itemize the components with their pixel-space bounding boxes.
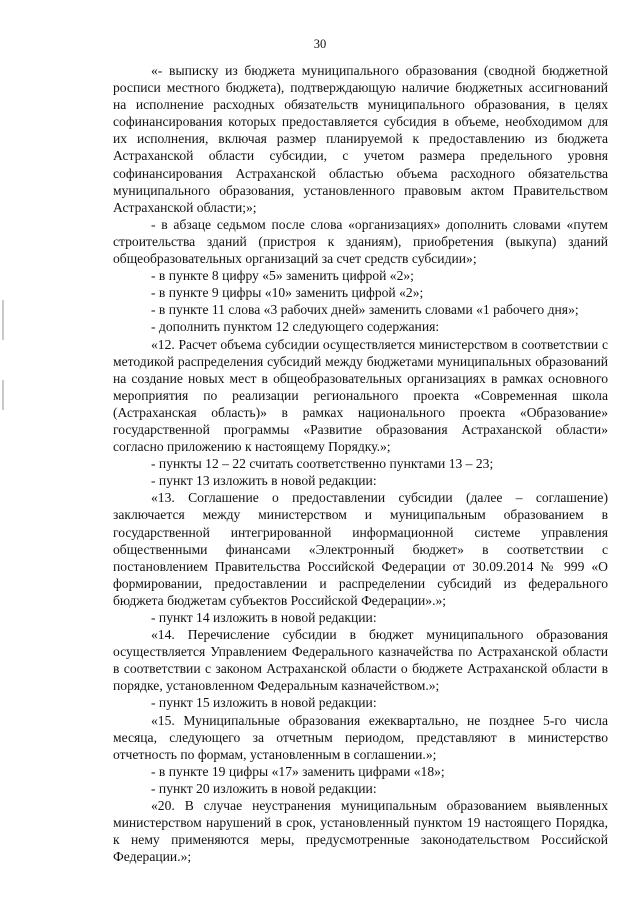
paragraph: «- выписку из бюджета муниципального образования (сводной бюджетной росписи местного бюджета), подтверждающую наличие бюджетных ассигнований на исполнение расходных обязательств муниципального образования, в целях софинансирования которых предоставляется субсидия в объеме, необходимом для их исполнения, включая размер планируемой к предоставлению из бюджета Астраханской области субсидии, с учетом размера предельного уровня софинансирования Астраханской областью объема расходного обязательства муниципального образования, установленного правовым актом Правительством Астраханской области;»;: [113, 63, 608, 215]
paragraph: - в абзаце седьмом после слова «организациях» дополнить словами «путем строительства зданий (пристроя к зданиям), приобретения (выкупа) зданий общеобразовательных организаций за счет средств субсидии»;: [113, 216, 608, 267]
document-body: [113, 62, 608, 865]
paragraph: - пункт 13 изложить в новой редакции:: [151, 473, 377, 489]
paragraph: - пункты 12 – 22 считать соответственно пунктами 13 – 23;: [151, 456, 494, 472]
paragraph: - дополнить пунктом 12 следующего содержания:: [151, 319, 440, 335]
paragraph: - в пункте 19 цифры «17» заменить цифрами «18»;: [151, 763, 445, 779]
paragraph: - в пункте 8 цифру «5» заменить цифрой «2»;: [151, 268, 414, 284]
scan-edge-mark: [2, 380, 4, 410]
paragraph: «13. Соглашение о предоставлении субсидии (далее – соглашение) заключается между министерством и муниципальным образованием в государственной интегрированной информационной системе управления общественными финансами «Электронный бюджет» в соответствии с постановлением Правительства Российской Федерации от 30.09.2014 № 999 «О формировании, предоставлении и распределении субсидий из федерального бюджета бюджетам субъектов Российской Федерации».»;: [113, 490, 608, 608]
scan-edge-mark: [2, 300, 4, 340]
paragraph: «15. Муниципальные образования ежеквартально, не позднее 5-го числа месяца, следующего за отчетным периодом, представляют в министерство отчетность по формам, установленным в соглашении.»;: [113, 712, 608, 762]
paragraph: «12. Расчет объема субсидии осуществляется министерством в соответствии с методикой распределения субсидий между бюджетами муниципальных образований на создание новых мест в общеобразовательных организациях в рамках основного мероприятия по реализации регионального проекта «Современная школа (Астраханская область)» в рамках национального проекта «Образование» государственной программы «Развитие образования Астраханской области» согласно приложению к настоящему Порядку.»;: [113, 336, 608, 455]
paragraph: - пункт 14 изложить в новой редакции:: [151, 610, 377, 625]
paragraph: - пункт 15 изложить в новой редакции:: [151, 695, 377, 711]
paragraph: - в пункте 11 слова «3 рабочих дней» заменить словами «1 рабочего дня»;: [151, 302, 579, 318]
page-number: 30: [313, 37, 327, 51]
paragraph: «20. В случае неустранения муниципальным образованием выявленных министерством нарушений в срок, установленный пунктом 19 настоящего Порядка, к нему применяются меры, предусмотренные законодательством Российской Федерации.»;: [113, 798, 608, 865]
paragraph: - пункт 20 изложить в новой редакции:: [151, 780, 377, 796]
paragraph: - в пункте 9 цифры «10» заменить цифрой «2»;: [151, 285, 424, 301]
paragraph: «14. Перечисление субсидии в бюджет муниципального образования осуществляется Управлением Федерального казначейства по Астраханской области в соответствии с законом Астраханской области о бюджете Астраханской области в порядке, установленном Федеральным казначейством.»;: [113, 627, 608, 694]
